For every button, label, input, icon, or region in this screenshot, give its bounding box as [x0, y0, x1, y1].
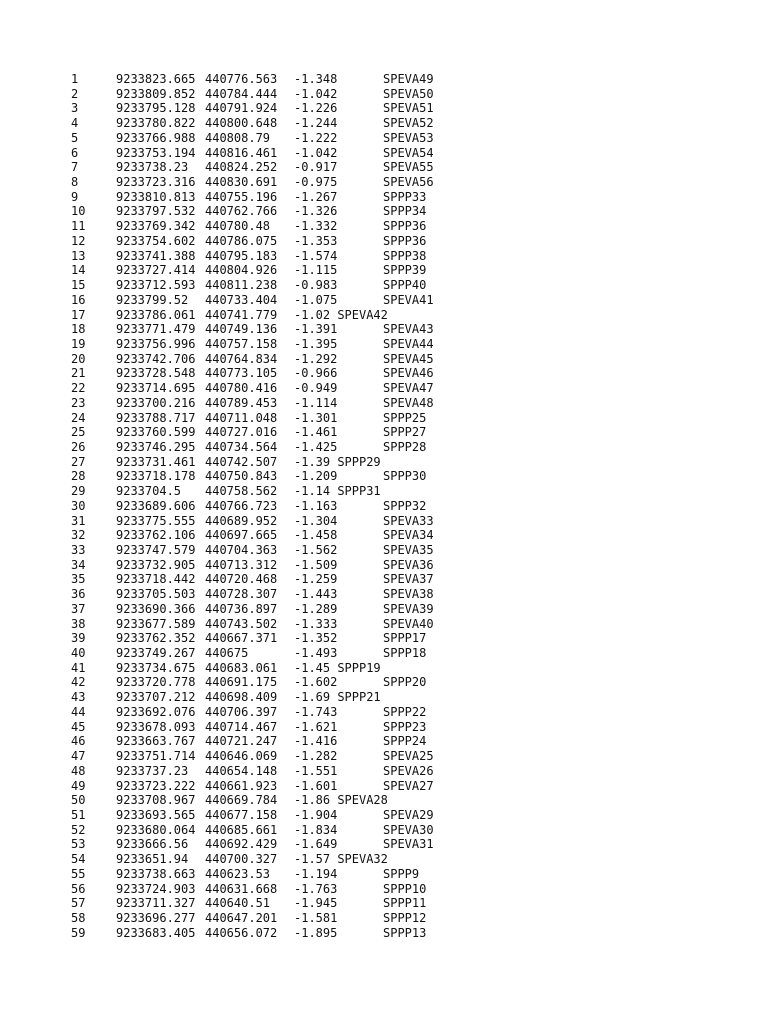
- northing-value: 9233753.194: [116, 145, 196, 160]
- easting-value: 440700.327: [205, 852, 278, 867]
- point-code: SPPP13: [383, 925, 427, 940]
- easting-value: 440743.502: [205, 616, 278, 631]
- point-code: SPEVA45: [383, 351, 434, 366]
- point-code: SPEVA50: [383, 86, 434, 101]
- elevation-value: -1.461: [294, 425, 338, 440]
- point-code: SPEVA28: [337, 793, 388, 808]
- easting-value: 440713.312: [205, 557, 278, 572]
- easting-value: 440776.563: [205, 72, 278, 86]
- easting-value: 440691.175: [205, 675, 278, 690]
- point-code: SPEVA35: [383, 543, 434, 557]
- easting-value: 440640.51: [205, 896, 271, 911]
- row-index: 45: [71, 719, 86, 734]
- elevation-value: -0.917: [294, 160, 338, 175]
- row-index: 26: [71, 439, 86, 454]
- point-code: SPPP11: [383, 896, 427, 911]
- row-index: 2: [71, 86, 79, 101]
- elevation-value: -1.163: [294, 498, 338, 513]
- elevation-value: -1.259: [294, 572, 338, 587]
- row-index: 34: [71, 557, 86, 572]
- row-index: 36: [71, 587, 86, 602]
- easting-value: 440631.668: [205, 881, 278, 896]
- elevation-value: -1.581: [294, 910, 338, 925]
- point-code: SPEVA30: [383, 822, 434, 837]
- row-index: 21: [71, 366, 86, 381]
- easting-value: 440728.307: [205, 587, 278, 602]
- elevation-value: -0.975: [294, 175, 338, 190]
- row-index: 56: [71, 881, 86, 896]
- row-index: 14: [71, 263, 86, 278]
- row-index: 40: [71, 646, 86, 661]
- point-code: SPEVA41: [383, 292, 434, 307]
- easting-value: 440692.429: [205, 837, 278, 852]
- point-code: SPPP39: [383, 263, 427, 278]
- easting-value: 440741.779: [205, 307, 278, 322]
- point-code: SPEVA38: [383, 587, 434, 602]
- elevation-value: -1.945: [294, 896, 338, 911]
- point-code: SPPP40: [383, 278, 427, 293]
- elevation-value: -1.075: [294, 292, 338, 307]
- point-code: SPEVA26: [383, 763, 434, 778]
- row-index: 52: [71, 822, 86, 837]
- easting-value: 440721.247: [205, 734, 278, 749]
- row-index: 11: [71, 219, 86, 234]
- row-index: 10: [71, 204, 86, 219]
- point-code: SPEVA55: [383, 160, 434, 175]
- easting-value: 440758.562: [205, 484, 278, 499]
- point-code: SPPP12: [383, 910, 427, 925]
- easting-value: 440791.924: [205, 101, 278, 116]
- row-index: 46: [71, 734, 86, 749]
- northing-value: 9233749.267: [116, 646, 196, 661]
- easting-value: 440742.507: [205, 454, 278, 469]
- elevation-value: -1.39: [294, 454, 331, 469]
- point-code: SPEVA37: [383, 572, 434, 587]
- row-index: 22: [71, 381, 86, 396]
- point-code: SPEVA48: [383, 395, 434, 410]
- easting-value: 440711.048: [205, 410, 278, 425]
- point-code: SPEVA27: [383, 778, 434, 793]
- northing-value: 9233799.52: [116, 292, 189, 307]
- row-index: 5: [71, 130, 79, 145]
- row-index: 29: [71, 484, 86, 499]
- northing-value: 9233797.532: [116, 204, 196, 219]
- point-code: SPEVA25: [383, 749, 434, 764]
- row-index: 4: [71, 116, 79, 131]
- northing-value: 9233766.988: [116, 130, 196, 145]
- point-code: SPPP9: [383, 866, 420, 881]
- point-code: SPEVA43: [383, 322, 434, 337]
- row-index: 42: [71, 675, 86, 690]
- northing-value: 9233741.388: [116, 248, 196, 263]
- northing-value: 9233754.602: [116, 233, 196, 248]
- easting-value: 440811.238: [205, 278, 278, 293]
- elevation-value: -1.114: [294, 395, 338, 410]
- row-index: 44: [71, 704, 86, 719]
- row-index: 31: [71, 513, 86, 528]
- easting-value: 440773.105: [205, 366, 278, 381]
- row-index: 6: [71, 145, 79, 160]
- northing-value: 9233680.064: [116, 822, 196, 837]
- elevation-value: -1.332: [294, 219, 338, 234]
- row-index: 57: [71, 896, 86, 911]
- row-index: 35: [71, 572, 86, 587]
- northing-value: 9233663.767: [116, 734, 196, 749]
- elevation-value: -1.353: [294, 233, 338, 248]
- northing-value: 9233775.555: [116, 513, 196, 528]
- row-index: 23: [71, 395, 86, 410]
- easting-value: 440766.723: [205, 498, 278, 513]
- row-index: 48: [71, 763, 86, 778]
- easting-value: 440757.158: [205, 336, 278, 351]
- point-code: SPEVA46: [383, 366, 434, 381]
- elevation-value: -1.14: [294, 484, 331, 499]
- easting-value: 440749.136: [205, 322, 278, 337]
- elevation-value: -1.621: [294, 719, 338, 734]
- easting-value: 440808.79: [205, 130, 271, 145]
- row-index: 17: [71, 307, 86, 322]
- elevation-value: -1.333: [294, 616, 338, 631]
- easting-value: 440646.069: [205, 749, 278, 764]
- point-code: SPEVA53: [383, 130, 434, 145]
- easting-value: 440727.016: [205, 425, 278, 440]
- point-code: SPPP36: [383, 219, 427, 234]
- northing-value: 9233683.405: [116, 925, 196, 940]
- row-index: 3: [71, 101, 79, 116]
- elevation-value: -1.02: [294, 307, 331, 322]
- easting-value: 440714.467: [205, 719, 278, 734]
- elevation-value: -1.042: [294, 86, 338, 101]
- easting-value: 440669.784: [205, 793, 278, 808]
- easting-value: 440804.926: [205, 263, 278, 278]
- elevation-value: -1.493: [294, 646, 338, 661]
- easting-value: 440704.363: [205, 543, 278, 557]
- northing-value: 9233707.212: [116, 690, 196, 705]
- easting-value: 440789.453: [205, 395, 278, 410]
- point-code: SPPP38: [383, 248, 427, 263]
- elevation-value: -1.301: [294, 410, 338, 425]
- row-index: 24: [71, 410, 86, 425]
- easting-value: 440647.201: [205, 910, 278, 925]
- row-index: 9: [71, 189, 79, 204]
- row-index: 50: [71, 793, 86, 808]
- elevation-value: -1.69: [294, 690, 331, 705]
- row-index: 13: [71, 248, 86, 263]
- easting-value: 440736.897: [205, 601, 278, 616]
- northing-value: 9233810.813: [116, 189, 196, 204]
- elevation-value: -1.292: [294, 351, 338, 366]
- northing-value: 9233738.23: [116, 160, 189, 175]
- elevation-value: -1.304: [294, 513, 338, 528]
- northing-value: 9233693.565: [116, 807, 196, 822]
- row-index: 43: [71, 690, 86, 705]
- row-index: 47: [71, 749, 86, 764]
- easting-value: 440734.564: [205, 439, 278, 454]
- row-index: 7: [71, 160, 79, 175]
- easting-value: 440675: [205, 646, 249, 661]
- elevation-value: -1.443: [294, 587, 338, 602]
- northing-value: 9233714.695: [116, 381, 196, 396]
- row-index: 20: [71, 351, 86, 366]
- point-code: SPPP31: [337, 484, 381, 499]
- point-code: SPPP17: [383, 631, 427, 646]
- northing-value: 9233728.548: [116, 366, 196, 381]
- northing-value: 9233727.414: [116, 263, 196, 278]
- elevation-value: -1.289: [294, 601, 338, 616]
- point-code: SPPP32: [383, 498, 427, 513]
- elevation-value: -1.267: [294, 189, 338, 204]
- northing-value: 9233692.076: [116, 704, 196, 719]
- row-index: 28: [71, 469, 86, 484]
- northing-value: 9233738.663: [116, 866, 196, 881]
- northing-value: 9233690.366: [116, 601, 196, 616]
- elevation-value: -0.949: [294, 381, 338, 396]
- point-code: SPEVA33: [383, 513, 434, 528]
- northing-value: 9233711.327: [116, 896, 196, 911]
- row-index: 27: [71, 454, 86, 469]
- northing-value: 9233771.479: [116, 322, 196, 337]
- point-code: SPPP33: [383, 189, 427, 204]
- northing-value: 9233732.905: [116, 557, 196, 572]
- elevation-value: -1.282: [294, 749, 338, 764]
- elevation-value: -0.983: [294, 278, 338, 293]
- point-code: SPPP29: [337, 454, 381, 469]
- northing-value: 9233788.717: [116, 410, 196, 425]
- elevation-value: -1.209: [294, 469, 338, 484]
- easting-value: 440720.468: [205, 572, 278, 587]
- point-code: SPPP30: [383, 469, 427, 484]
- northing-value: 9233666.56: [116, 837, 189, 852]
- elevation-value: -1.226: [294, 101, 338, 116]
- northing-value: 9233696.277: [116, 910, 196, 925]
- row-index: 32: [71, 528, 86, 543]
- point-code: SPPP20: [383, 675, 427, 690]
- easting-value: 440654.148: [205, 763, 278, 778]
- point-code: SPEVA49: [383, 72, 434, 86]
- northing-value: 9233724.903: [116, 881, 196, 896]
- easting-value: 440677.158: [205, 807, 278, 822]
- row-index: 15: [71, 278, 86, 293]
- elevation-value: -1.222: [294, 130, 338, 145]
- point-code: SPEVA51: [383, 101, 434, 116]
- northing-value: 9233720.778: [116, 675, 196, 690]
- elevation-value: -1.57: [294, 852, 331, 867]
- elevation-value: -1.86: [294, 793, 331, 808]
- row-index: 49: [71, 778, 86, 793]
- row-index: 41: [71, 660, 86, 675]
- easting-value: 440733.404: [205, 292, 278, 307]
- point-code: SPPP34: [383, 204, 427, 219]
- elevation-value: -1.649: [294, 837, 338, 852]
- northing-value: 9233708.967: [116, 793, 196, 808]
- elevation-value: -1.562: [294, 543, 338, 557]
- easting-value: 440780.48: [205, 219, 271, 234]
- point-code: SPPP19: [337, 660, 381, 675]
- elevation-value: -1.509: [294, 557, 338, 572]
- point-code: SPPP24: [383, 734, 427, 749]
- elevation-value: -1.416: [294, 734, 338, 749]
- row-index: 53: [71, 837, 86, 852]
- northing-value: 9233731.461: [116, 454, 196, 469]
- easting-value: 440661.923: [205, 778, 278, 793]
- elevation-value: -1.45: [294, 660, 331, 675]
- row-index: 54: [71, 852, 86, 867]
- elevation-value: -1.115: [294, 263, 338, 278]
- point-code: SPEVA31: [383, 837, 434, 852]
- northing-value: 9233678.093: [116, 719, 196, 734]
- point-code: SPPP18: [383, 646, 427, 661]
- easting-value: 440706.397: [205, 704, 278, 719]
- northing-value: 9233809.852: [116, 86, 196, 101]
- northing-value: 9233723.316: [116, 175, 196, 190]
- easting-value: 440830.691: [205, 175, 278, 190]
- row-index: 18: [71, 322, 86, 337]
- northing-value: 9233751.714: [116, 749, 196, 764]
- northing-value: 9233795.128: [116, 101, 196, 116]
- northing-value: 9233718.178: [116, 469, 196, 484]
- elevation-value: -1.425: [294, 439, 338, 454]
- elevation-value: -1.194: [294, 866, 338, 881]
- elevation-value: -1.574: [294, 248, 338, 263]
- elevation-value: -1.551: [294, 763, 338, 778]
- northing-value: 9233762.106: [116, 528, 196, 543]
- point-code: SPPP27: [383, 425, 427, 440]
- easting-value: 440762.766: [205, 204, 278, 219]
- easting-value: 440764.834: [205, 351, 278, 366]
- point-code: SPPP36: [383, 233, 427, 248]
- point-code: SPEVA40: [383, 616, 434, 631]
- row-index: 8: [71, 175, 79, 190]
- point-code: SPEVA52: [383, 116, 434, 131]
- easting-value: 440683.061: [205, 660, 278, 675]
- point-code: SPEVA39: [383, 601, 434, 616]
- elevation-value: -1.244: [294, 116, 338, 131]
- northing-value: 9233723.222: [116, 778, 196, 793]
- easting-value: 440824.252: [205, 160, 278, 175]
- easting-value: 440795.183: [205, 248, 278, 263]
- row-index: 37: [71, 601, 86, 616]
- northing-value: 9233756.996: [116, 336, 196, 351]
- elevation-value: -1.326: [294, 204, 338, 219]
- elevation-value: -1.391: [294, 322, 338, 337]
- easting-value: 440698.409: [205, 690, 278, 705]
- row-index: 59: [71, 925, 86, 940]
- easting-value: 440800.648: [205, 116, 278, 131]
- elevation-value: -1.458: [294, 528, 338, 543]
- easting-value: 440623.53: [205, 866, 271, 881]
- point-code: SPEVA32: [337, 852, 388, 867]
- easting-value: 440656.072: [205, 925, 278, 940]
- point-code: SPPP22: [383, 704, 427, 719]
- northing-value: 9233747.579: [116, 543, 196, 557]
- elevation-value: -1.743: [294, 704, 338, 719]
- easting-value: 440784.444: [205, 86, 278, 101]
- northing-value: 9233705.503: [116, 587, 196, 602]
- point-code: SPEVA36: [383, 557, 434, 572]
- row-index: 1: [71, 72, 79, 86]
- elevation-value: -1.763: [294, 881, 338, 896]
- elevation-value: -1.904: [294, 807, 338, 822]
- northing-value: 9233734.675: [116, 660, 196, 675]
- northing-value: 9233742.706: [116, 351, 196, 366]
- northing-value: 9233760.599: [116, 425, 196, 440]
- point-code: SPEVA47: [383, 381, 434, 396]
- elevation-value: -0.966: [294, 366, 338, 381]
- elevation-value: -1.352: [294, 631, 338, 646]
- point-code: SPEVA42: [337, 307, 388, 322]
- elevation-value: -1.602: [294, 675, 338, 690]
- elevation-value: -1.895: [294, 925, 338, 940]
- row-index: 39: [71, 631, 86, 646]
- northing-value: 9233780.822: [116, 116, 196, 131]
- row-index: 16: [71, 292, 86, 307]
- easting-value: 440780.416: [205, 381, 278, 396]
- row-index: 55: [71, 866, 86, 881]
- easting-value: 440786.075: [205, 233, 278, 248]
- easting-value: 440755.196: [205, 189, 278, 204]
- easting-value: 440750.843: [205, 469, 278, 484]
- row-index: 33: [71, 543, 86, 557]
- easting-value: 440689.952: [205, 513, 278, 528]
- northing-value: 9233746.295: [116, 439, 196, 454]
- row-index: 58: [71, 910, 86, 925]
- northing-value: 9233677.589: [116, 616, 196, 631]
- easting-value: 440667.371: [205, 631, 278, 646]
- northing-value: 9233704.5: [116, 484, 182, 499]
- elevation-value: -1.834: [294, 822, 338, 837]
- northing-value: 9233823.665: [116, 72, 196, 86]
- easting-value: 440697.665: [205, 528, 278, 543]
- northing-value: 9233786.061: [116, 307, 196, 322]
- point-code: SPEVA34: [383, 528, 434, 543]
- row-index: 12: [71, 233, 86, 248]
- northing-value: 9233769.342: [116, 219, 196, 234]
- northing-value: 9233651.94: [116, 852, 189, 867]
- row-index: 19: [71, 336, 86, 351]
- northing-value: 9233689.606: [116, 498, 196, 513]
- row-index: 51: [71, 807, 86, 822]
- northing-value: 9233718.442: [116, 572, 196, 587]
- elevation-value: -1.395: [294, 336, 338, 351]
- row-index: 25: [71, 425, 86, 440]
- point-code: SPEVA29: [383, 807, 434, 822]
- northing-value: 9233712.593: [116, 278, 196, 293]
- elevation-value: -1.601: [294, 778, 338, 793]
- elevation-value: -1.042: [294, 145, 338, 160]
- point-code: SPPP25: [383, 410, 427, 425]
- point-code: SPEVA56: [383, 175, 434, 190]
- point-code: SPPP10: [383, 881, 427, 896]
- northing-value: 9233700.216: [116, 395, 196, 410]
- elevation-value: -1.348: [294, 72, 338, 86]
- easting-value: 440816.461: [205, 145, 278, 160]
- northing-value: 9233737.23: [116, 763, 189, 778]
- northing-value: 9233762.352: [116, 631, 196, 646]
- row-index: 38: [71, 616, 86, 631]
- point-code: SPEVA44: [383, 336, 434, 351]
- point-code: SPPP23: [383, 719, 427, 734]
- point-code: SPEVA54: [383, 145, 434, 160]
- row-index: 30: [71, 498, 86, 513]
- easting-value: 440685.661: [205, 822, 278, 837]
- point-code: SPPP28: [383, 439, 427, 454]
- point-code: SPPP21: [337, 690, 381, 705]
